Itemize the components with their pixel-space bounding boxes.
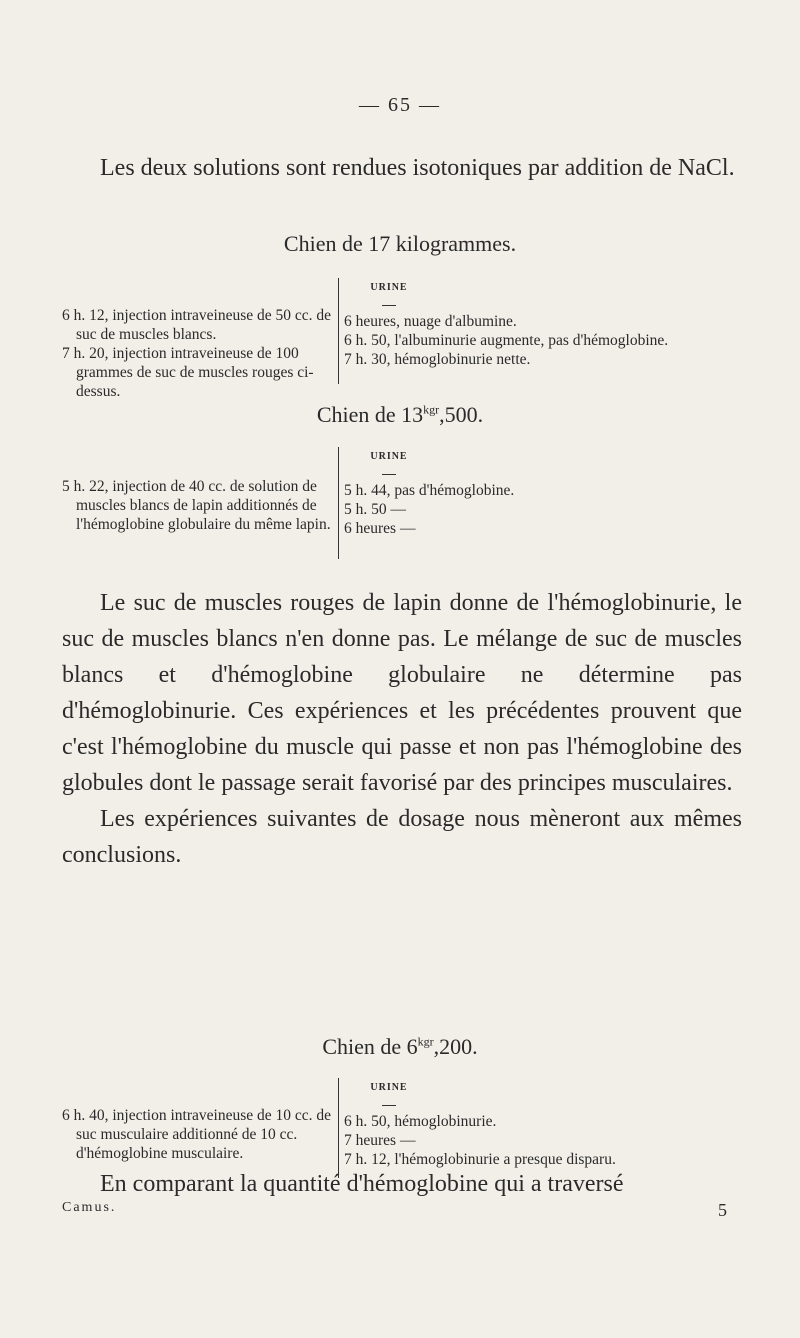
exp2-dash — [382, 474, 396, 475]
exp3-title-suffix: ,200. — [433, 1034, 478, 1059]
exp3-urine-label: URINE — [370, 1082, 408, 1093]
exp1-injection-2: 7 h. 20, injection intraveineuse de 100 grammes de suc de muscles rouges ci-dessus. — [62, 345, 314, 400]
exp2-injection-1: 5 h. 22, injection de 40 cc. de solution de muscles blancs de lapin additionnés de l'hémoglobine globulaire du même lapin. — [62, 478, 331, 533]
exp1-injection-1: 6 h. 12, injection intraveineuse de 50 cc. de suc de muscles blancs. — [62, 307, 332, 343]
exp2-urine-1: 5 h. 44, pas d'hémoglobine. — [344, 482, 515, 499]
exp1-dash — [382, 305, 396, 306]
exp1-injections — [62, 306, 336, 401]
exp1-urine-label: URINE — [370, 282, 408, 293]
intro-text: Les deux solutions sont rendues isotoniques par addition de NaCl. — [100, 155, 735, 181]
exp1-title: Chien de 17 kilogrammes. — [283, 231, 517, 256]
exp2-title — [0, 402, 800, 428]
exp2-title-suffix: ,500. — [439, 402, 484, 427]
exp3-dash — [382, 1105, 396, 1106]
intro-paragraph — [62, 150, 742, 186]
exp1-divider — [338, 278, 339, 384]
exp3-title — [0, 1034, 800, 1060]
exp2-divider — [338, 447, 339, 559]
exp1-urine-1: 6 heures, nuage d'albumine. — [344, 313, 517, 330]
exp3-injections — [62, 1106, 336, 1163]
exp2-injections — [62, 477, 336, 534]
exp3-urine — [344, 1078, 742, 1169]
exp1-urine — [344, 278, 742, 369]
exp2-urine-3: 6 heures — — [344, 520, 416, 537]
exp1-table — [62, 278, 742, 398]
body-paragraph-1: Le suc de muscles rouges de lapin donne de l'hémoglobinurie, le suc de muscles blancs n'en donne pas. Le mélange de suc de muscles blancs et d'hémoglobine globulaire ne détermine pas d'hémoglobinurie. Ces expériences et les précédentes prouvent que c'est l'hémoglobine du muscle qui passe et non pas l'hémoglobine des globules dont le passage serait favorisé par des principes musculaires. — [62, 590, 742, 796]
exp2-urine-label: URINE — [370, 451, 408, 462]
exp1-urine-3: 7 h. 30, hémoglobinurie nette. — [344, 351, 531, 368]
exp3-title-sup: kgr — [417, 1034, 434, 1049]
exp3-injection-1: 6 h. 40, injection intraveineuse de 10 cc. de suc musculaire additionné de 10 cc. d'hémoglobine musculaire. — [62, 1107, 332, 1162]
exp3-urine-2: 7 heures — — [344, 1132, 416, 1149]
exp2-title-prefix: Chien de 13 — [316, 402, 424, 427]
exp2-urine-2: 5 h. 50 — — [344, 501, 406, 518]
exp3-urine-1: 6 h. 50, hémoglobinurie. — [344, 1113, 497, 1130]
exp2-table — [62, 447, 742, 567]
page-number: — 65 — — [359, 94, 441, 116]
body-text — [62, 585, 742, 873]
body-paragraph-2: Les expériences suivantes de dosage nous mèneront aux mêmes conclusions. — [62, 806, 742, 868]
footer-number: 5 — [718, 1200, 727, 1220]
exp2-urine — [344, 447, 742, 538]
footer-signature: Camus. — [62, 1200, 117, 1215]
exp3-urine-3: 7 h. 12, l'hémoglobinurie a presque disparu. — [344, 1151, 616, 1168]
exp1-urine-2: 6 h. 50, l'albuminurie augmente, pas d'hémoglobine. — [344, 332, 669, 349]
closing-line: En comparant la quantité d'hémoglobine qui a traversé — [100, 1171, 624, 1197]
exp3-title-prefix: Chien de 6 — [322, 1034, 418, 1059]
exp2-title-sup: kgr — [423, 402, 440, 417]
closing-paragraph — [62, 1166, 742, 1202]
exp3-divider — [338, 1078, 339, 1178]
